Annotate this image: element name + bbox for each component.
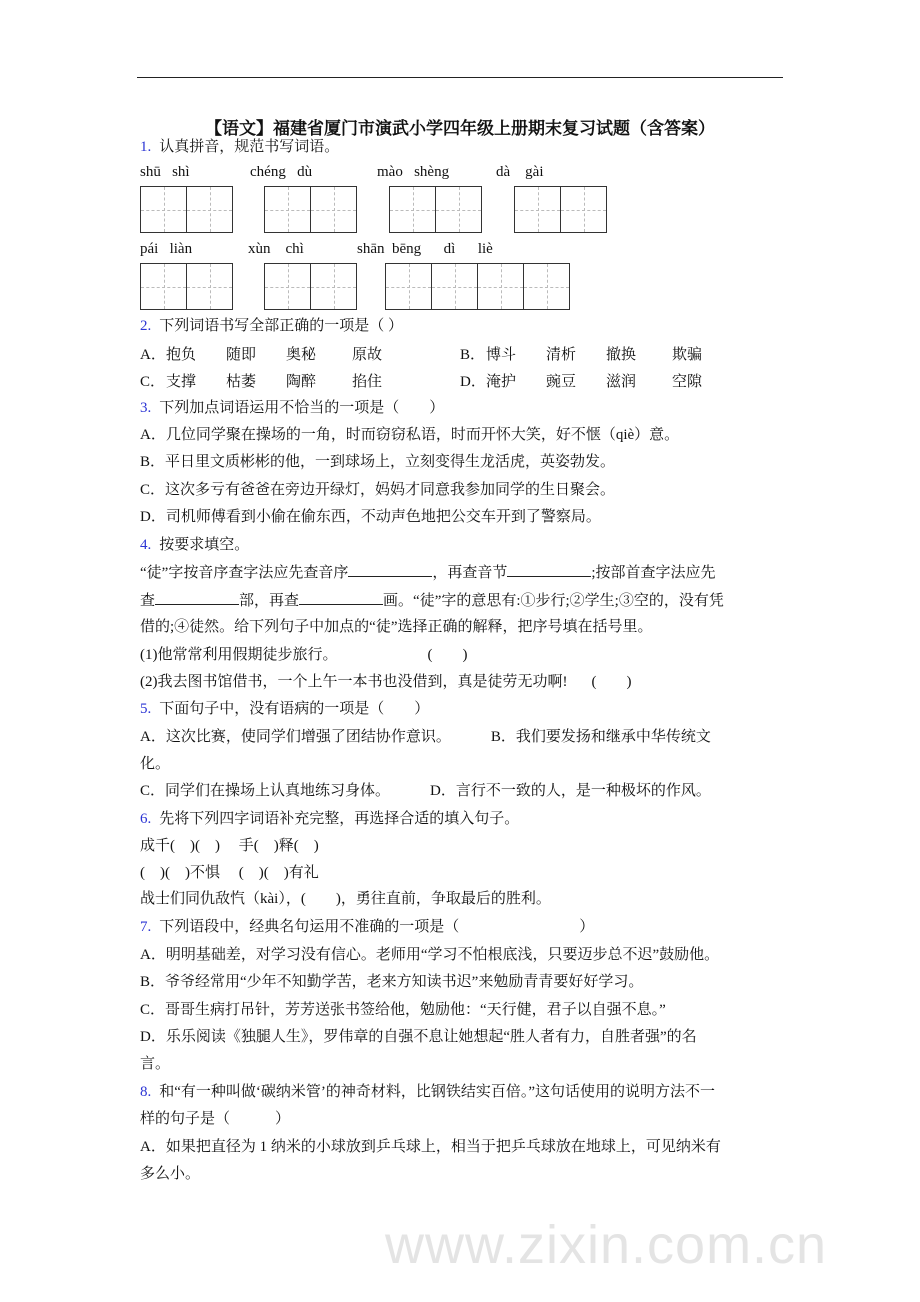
writing-grid[interactable] <box>264 263 357 310</box>
writing-grid[interactable] <box>140 186 233 233</box>
question-text: 下列加点词语运用不恰当的一项是（ ） <box>159 400 445 416</box>
blank[interactable] <box>348 562 432 577</box>
question-text: 先将下列四字词语补充完整，再选择合适的填入句子。 <box>159 811 520 827</box>
writing-grid[interactable] <box>385 263 570 310</box>
sentence-1: (1)他常常利用假期徒步旅行。 <box>140 647 338 663</box>
option-b: B．爷爷经常用“少年不知勤学苦，老来方知读书迟”来勉励青青要好好学习。 <box>140 974 644 990</box>
pinyin: xùn chì <box>248 241 304 257</box>
idiom-line: ( )( )不惧 ( )( )有礼 <box>140 865 319 881</box>
sentence-2-line <box>140 672 632 692</box>
option-d-cont: 言。 <box>140 1056 171 1072</box>
writing-grid[interactable] <box>140 263 233 310</box>
question-text: 下列语段中，经典名句运用不准确的一项是（ ） <box>159 919 595 935</box>
pinyin: mào shèng <box>377 164 450 180</box>
option-a: A．明明基础差，对学习没有信心。老师用“学习不怕根底浅，只要迈步总不迟”鼓励他。 <box>140 947 720 963</box>
blank[interactable] <box>155 590 239 605</box>
option-d: D．司机师傅看到小偷在偷东西，不动声色地把公交车开到了警察局。 <box>140 509 601 525</box>
question-number: 1. <box>140 139 152 155</box>
question-text: 按要求填空。 <box>159 537 250 553</box>
sentence-2: (2)我去图书馆借书，一个上午一本书也没借到，真是徒劳无功啊! <box>140 674 568 690</box>
header-rule <box>137 77 783 78</box>
option-d: D．乐乐阅读《独腿人生》，罗伟章的自强不息让她想起“胜人者有力，自胜者强”的名 <box>140 1029 697 1045</box>
fill-line: “徒”字按音序查字法应先查音序 ，再查音节 ;按部首查字法应先 <box>140 562 716 583</box>
option-b: B．我们要发扬和继承中华传统文 <box>490 729 711 745</box>
option-c: C．同学们在操场上认真地练习身体。 <box>140 783 391 799</box>
writing-grid[interactable] <box>389 186 482 233</box>
question-7 <box>140 917 594 937</box>
question-3 <box>140 398 444 418</box>
option-a-cont: 多么小。 <box>140 1166 201 1182</box>
option-d: D．言行不一致的人，是一种极坏的作风。 <box>430 783 711 799</box>
question-text: 下面句子中，没有语病的一项是（ ） <box>159 701 430 717</box>
question-number: 7. <box>140 919 152 935</box>
option-d: D．淹护 豌豆 滋润 空隙 <box>460 374 703 390</box>
blank[interactable] <box>299 590 383 605</box>
fill-line: 借的;④徒然。给下列句子中加点的“徒”选择正确的解释，把序号填在括号里。 <box>140 619 653 635</box>
answer-paren[interactable]: ( ) <box>591 674 632 690</box>
question-number: 2. <box>140 318 152 334</box>
option-c: C．支撑 枯萎 陶醉 掐住 <box>140 374 383 390</box>
question-8 <box>140 1082 715 1102</box>
writing-grid[interactable] <box>264 186 357 233</box>
option-b-cont: 化。 <box>140 756 171 772</box>
option-a: A．抱负 随即 奥秘 原故 <box>140 347 383 363</box>
option-c: C．哥哥生病打吊针，芳芳送张书签给他，勉励他：“天行健，君子以自强不息。” <box>140 1002 666 1018</box>
page-title: 【语文】福建省厦门市演武小学四年级上册期末复习试题（含答案） <box>205 119 715 138</box>
question-4 <box>140 535 249 555</box>
option-b: B．平日里文质彬彬的他，一到球场上，立刻变得生龙活虎，英姿勃发。 <box>140 454 616 470</box>
options-cd <box>140 781 711 801</box>
question-text-cont: 样的句子是（ ） <box>140 1111 291 1127</box>
pinyin: dà gài <box>496 164 544 180</box>
sentence-1-line <box>140 645 468 665</box>
sentence: 战士们同仇敌忾（kài），( )，勇往直前，争取最后的胜利。 <box>140 891 551 907</box>
question-number: 8. <box>140 1084 152 1100</box>
question-number: 3. <box>140 400 152 416</box>
watermark: www.zixin.com.cn <box>385 1215 828 1275</box>
fill-line: 查 部，再查 画。“徒”字的意思有:①步行;②学生;③空的，没有凭 <box>140 590 724 611</box>
pinyin: shān bēng dì liè <box>357 241 493 257</box>
question-1 <box>140 137 339 157</box>
options-ab <box>140 727 711 747</box>
question-text: 下列词语书写全部正确的一项是（ ） <box>159 318 404 334</box>
pinyin: chéng dù <box>250 164 313 180</box>
question-number: 5. <box>140 701 152 717</box>
pinyin: shū shì <box>140 164 190 180</box>
blank[interactable] <box>507 562 591 577</box>
option-a: A．这次比赛，使同学们增强了团结协作意识。 <box>140 729 451 745</box>
option-c: C．这次多亏有爸爸在旁边开绿灯，妈妈才同意我参加同学的生日聚会。 <box>140 482 616 498</box>
question-text: 和“有一种叫做‘碳纳米管’的神奇材料，比钢铁结实百倍。”这句话使用的说明方法不一 <box>159 1084 716 1100</box>
question-6 <box>140 809 519 829</box>
answer-paren[interactable]: ( ) <box>427 647 468 663</box>
writing-grid[interactable] <box>514 186 607 233</box>
option-a: A．如果把直径为 1 纳米的小球放到乒乓球上，相当于把乒乓球放在地球上，可见纳米有 <box>140 1139 721 1155</box>
idiom-line: 成千( )( ) 手( )释( ) <box>140 838 319 854</box>
question-2 <box>140 316 403 336</box>
option-b: B．博斗 清析 撤换 欺骗 <box>460 347 703 363</box>
pinyin: pái liàn <box>140 241 193 257</box>
question-number: 4. <box>140 537 152 553</box>
option-a: A．几位同学聚在操场的一角，时而窃窃私语，时而开怀大笑，好不惬（qiè）意。 <box>140 427 680 443</box>
question-text: 认真拼音，规范书写词语。 <box>159 139 340 155</box>
question-5 <box>140 699 429 719</box>
question-number: 6. <box>140 811 152 827</box>
